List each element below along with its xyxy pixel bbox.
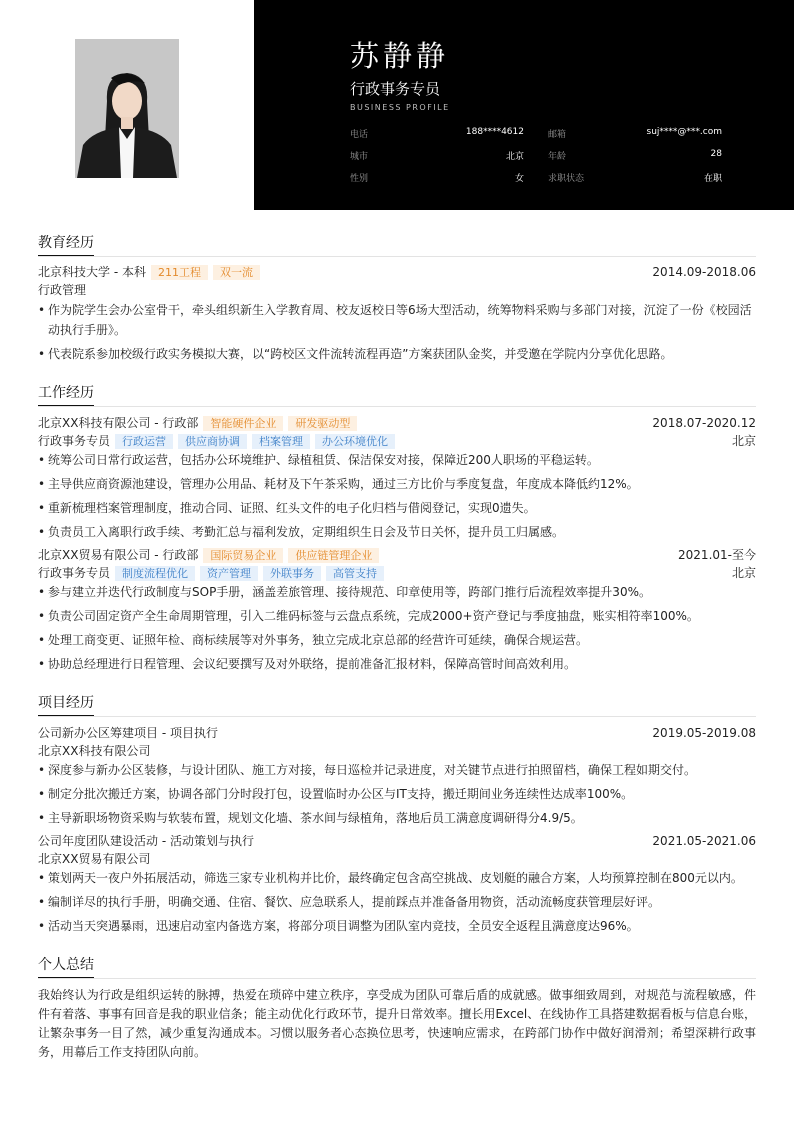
school-name: 北京科技大学 - 本科: [38, 265, 146, 279]
position-title: 行政事务专员: [38, 434, 111, 448]
project-title-row: [38, 725, 756, 742]
section-title: 项目经历: [38, 694, 94, 717]
project-bullet: • 编制详尽的执行手册，明确交通、住宿、餐饮、应急联系人，提前踩点并准备备用物资，活动流畅度获管理层好评。: [38, 892, 756, 912]
info-label: 电话: [350, 130, 369, 140]
work-period: 2021.01-至今: [678, 548, 756, 562]
work-city: 北京: [731, 566, 756, 580]
portrait-image: [75, 39, 179, 178]
info-label: 求职状态: [548, 174, 585, 184]
work-company-row: [38, 547, 756, 564]
project-bullet: • 活动当天突遇暴雨，迅速启动室内备选方案，将部分项目调整为团队室内竞技，全员安全返程且满意度达96%。: [38, 916, 756, 936]
candidate-name: 苏静静: [350, 39, 450, 73]
section-divider: [38, 406, 756, 407]
company-tag: 智能硬件企业: [203, 416, 283, 431]
company-name: 北京XX科技有限公司 - 行政部: [38, 416, 199, 430]
work-bullet: • 负责员工入离职行政手续、考勤汇总与福利发放，定期组织生日会及节日关怀，提升员工归属感。: [38, 522, 756, 542]
work-period: 2018.07-2020.12: [652, 416, 756, 430]
info-value: 北京: [505, 152, 524, 162]
info-value: suj****@***.com: [646, 127, 722, 137]
info-value: 在职: [703, 174, 722, 184]
info-value: 女: [514, 174, 524, 184]
education-bullet-continued: 动执行手册》。: [48, 323, 127, 337]
resume-header: [0, 0, 794, 210]
company-tag: 供应链管理企业: [288, 548, 379, 563]
project-title: 公司年度团队建设活动 - 活动策划与执行: [38, 834, 254, 848]
work-position-row: [38, 433, 756, 450]
education-major: 行政管理: [38, 283, 87, 297]
info-value: 28: [710, 149, 722, 159]
work-bullet: • 负责公司固定资产全生命周期管理，引入二维码标签与云盘点系统，完成2000+资产登记与季度抽盘，账实相符率100%。: [38, 606, 756, 626]
project-bullet: • 主导新职场物资采购与软装布置，规划文化墙、茶水间与绿植角，落地后员工满意度调研得分4.9/5。: [38, 808, 756, 828]
section-divider: [38, 256, 756, 257]
skill-tag: 供应商协调: [178, 434, 247, 449]
skill-tag: 制度流程优化: [115, 566, 195, 581]
project-bullet: • 策划两天一夜户外拓展活动，筛选三家专业机构并比价，最终确定包含高空挑战、皮划艇的融合方案，人均预算控制在800元以内。: [38, 868, 756, 888]
project-title: 公司新办公区筹建项目 - 项目执行: [38, 726, 218, 740]
work-position-row: [38, 565, 756, 582]
project-bullet: • 深度参与新办公区装修，与设计团队、施工方对接，每日巡检并记录进度，对关键节点进行拍照留档，确保工程如期交付。: [38, 760, 756, 780]
education-period: 2014.09-2018.06: [652, 265, 756, 279]
work-bullet: • 重新梳理档案管理制度，推动合同、证照、红头文件的电子化归档与借阅登记，实现0遗失。: [38, 498, 756, 518]
section-title: 工作经历: [38, 384, 94, 407]
profile-label: BUSINESS PROFILE: [350, 103, 450, 112]
work-city: 北京: [731, 434, 756, 448]
skill-tag: 资产管理: [200, 566, 258, 581]
education-bullet: • 作为院学生会办公室骨干，牵头组织新生入学教育周、校友返校日等6场大型活动，统筹物料采购与多部门对接，沉淀了一份《校园活: [38, 300, 756, 320]
project-bullet: • 制定分批次搬迁方案，协调各部门分时段打包，设置临时办公区与IT支持，搬迁期间业务连续性达成率100%。: [38, 784, 756, 804]
company-tag: 国际贸易企业: [203, 548, 283, 563]
work-bullet: • 协助总经理进行日程管理、会议纪要撰写及对外联络，提前准备汇报材料，保障高管时间高效利用。: [38, 654, 756, 674]
section-title: 教育经历: [38, 234, 94, 257]
info-label: 邮箱: [548, 130, 567, 140]
education-bullet: • 代表院系参加校级行政实务模拟大赛，以“跨校区文件流转流程再造”方案获团队金奖，并受邀在学院内分享优化思路。: [38, 344, 756, 364]
project-title-row: [38, 833, 756, 850]
section-divider: [38, 978, 756, 979]
skill-tag: 档案管理: [252, 434, 310, 449]
project-company: 北京XX贸易有限公司: [38, 852, 151, 866]
work-bullet: • 参与建立并迭代行政制度与SOP手册，涵盖差旅管理、接待规范、印章使用等，跨部门推行后流程效率提升30%。: [38, 582, 756, 602]
section-title: 个人总结: [38, 956, 94, 979]
education-school-row: [38, 264, 756, 281]
company-tag: 研发驱动型: [288, 416, 357, 431]
skill-tag: 办公环境优化: [315, 434, 395, 449]
info-label: 年龄: [548, 152, 567, 162]
school-tag: 双一流: [213, 265, 260, 280]
project-company: 北京XX科技有限公司: [38, 744, 151, 758]
info-label: 城市: [350, 152, 369, 162]
info-label: 性别: [350, 174, 369, 184]
project-period: 2019.05-2019.08: [652, 726, 756, 740]
work-bullet: • 处理工商变更、证照年检、商标续展等对外事务，独立完成北京总部的经营许可延续，确保合规运营。: [38, 630, 756, 650]
work-bullet: • 主导供应商资源池建设，管理办公用品、耗材及下午茶采购，通过三方比价与季度复盘，年度成本降低约12%。: [38, 474, 756, 494]
profile-photo: [75, 39, 179, 178]
summary-text: 我始终认为行政是组织运转的脉搏，热爱在琐碎中建立秩序，享受成为团队可靠后盾的成就感。做事细致周到，对规范与流程敏感，件件有着落、事事有回音是我的职业信条；能主动优化行政环节，提升日常效率。擅长用Excel、在线协作工具搭建数据看板与信息台账，让繁杂事务一目了然，减少重复沟通成本。习惯以服务者心态换位思考，快速响应需求，在跨部门协作中做好润滑剂；希望深耕行政事务，用幕后工作支持团队向前。: [38, 988, 756, 1059]
work-company-row: [38, 415, 756, 432]
work-bullet: • 统筹公司日常行政运营，包括办公环境维护、绿植租赁、保洁保安对接，保障近200人职场的平稳运转。: [38, 450, 756, 470]
info-value: 188****4612: [465, 127, 524, 137]
skill-tag: 高管支持: [326, 566, 384, 581]
skill-tag: 外联事务: [263, 566, 321, 581]
header-info-panel: [254, 0, 794, 210]
skill-tag: 行政运营: [115, 434, 173, 449]
candidate-role: 行政事务专员: [350, 80, 441, 98]
project-period: 2021.05-2021.06: [652, 834, 756, 848]
company-name: 北京XX贸易有限公司 - 行政部: [38, 548, 199, 562]
position-title: 行政事务专员: [38, 566, 111, 580]
section-divider: [38, 716, 756, 717]
school-tag: 211工程: [151, 265, 208, 280]
